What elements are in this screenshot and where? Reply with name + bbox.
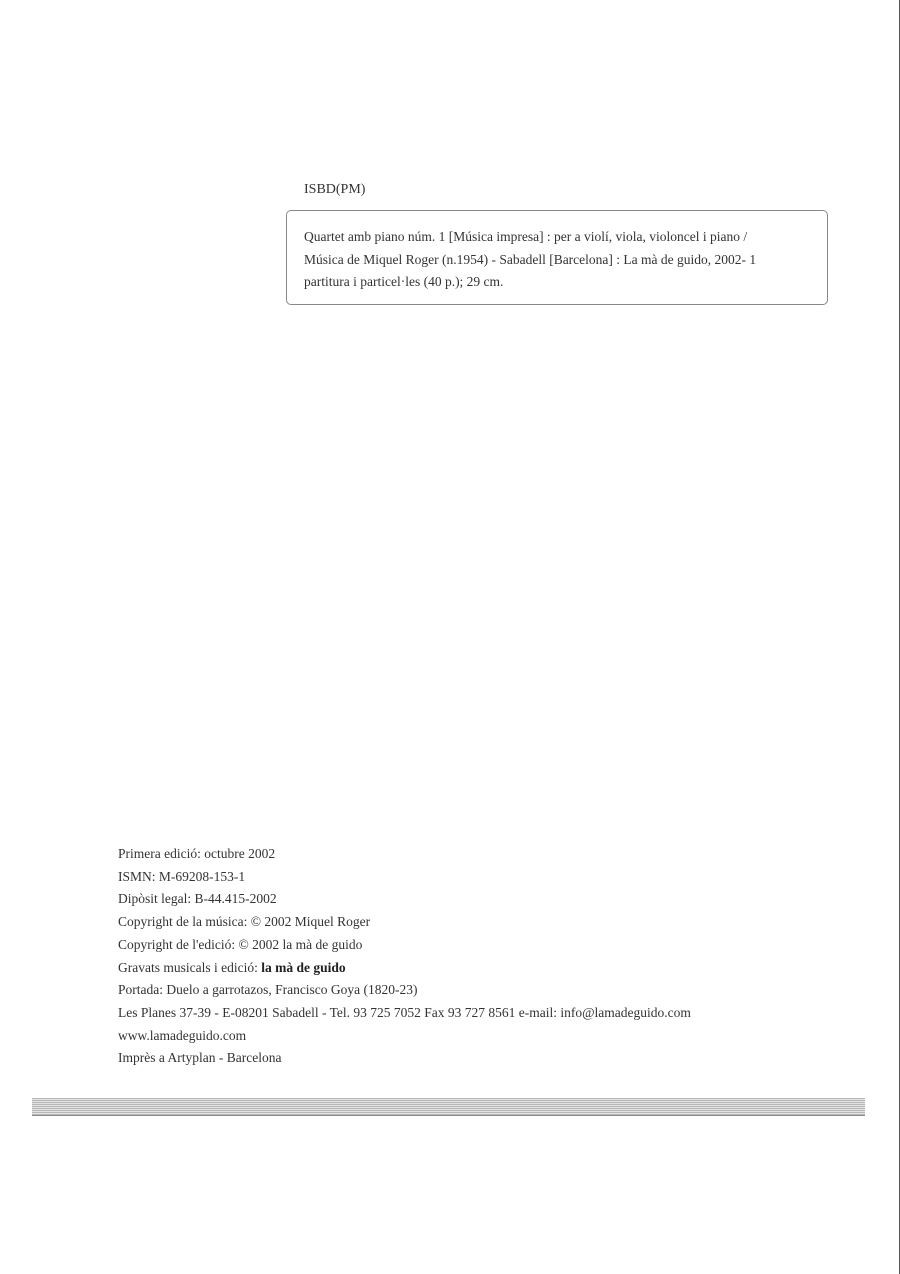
- cover-credit: Portada: Duelo a garrotazos, Francisco Goya (1820-23): [118, 982, 418, 998]
- copyright-edition: Copyright de l'edició: © 2002 la mà de guido: [118, 936, 363, 952]
- publisher-name: la mà de guido: [261, 959, 346, 975]
- printer-credit: Imprès a Artyplan - Barcelona: [118, 1050, 282, 1066]
- publisher-address: Les Planes 37-39 - E-08201 Sabadell - Tel. 93 725 7052 Fax 93 727 8561 e-mail: info@lamadeguido.com: [118, 1004, 691, 1020]
- imprint-block: [118, 843, 691, 1070]
- legal-deposit: Dipòsit legal: B-44.415-2002: [118, 891, 277, 907]
- engraving-credit: [118, 957, 691, 980]
- ismn: ISMN: M-69208-153-1: [118, 868, 246, 884]
- catalog-line: Música de Miquel Roger (n.1954) - Sabadell [Barcelona] : La mà de guido, 2002- 1: [304, 251, 757, 267]
- footer-rule: [32, 1098, 865, 1115]
- catalog-line: partitura i particel·les (40 p.); 29 cm.: [304, 274, 504, 289]
- first-edition: Primera edició: octubre 2002: [118, 846, 276, 861]
- publisher-website: www.lamadeguido.com: [118, 1027, 247, 1043]
- catalog-line: Quartet amb piano núm. 1 [Música impresa] : per a violí, viola, violoncel i piano /: [304, 229, 748, 244]
- copyright-music: Copyright de la música: © 2002 Miquel Roger: [118, 914, 371, 930]
- isbd-label: ISBD(PM): [304, 182, 366, 197]
- catalog-record-box: [286, 210, 828, 305]
- engraving-prefix: Gravats musicals i edició:: [118, 959, 262, 975]
